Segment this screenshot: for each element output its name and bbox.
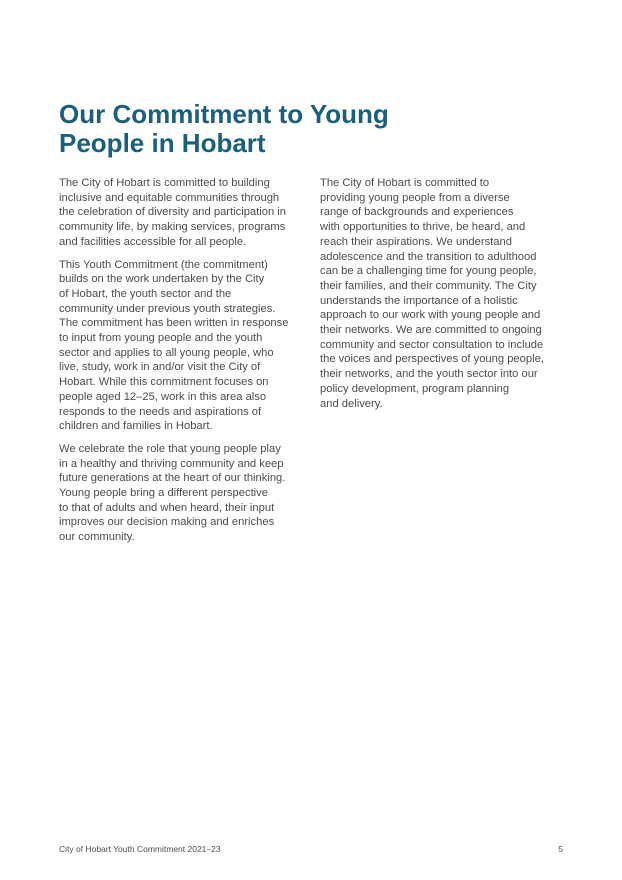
text-line: Young people bring a different perspective bbox=[59, 487, 268, 500]
text-line: children and families in Hobart. bbox=[59, 420, 213, 433]
text-line: reach their aspirations. We understand bbox=[320, 235, 512, 248]
text-line: their families, and their community. The City bbox=[320, 279, 537, 292]
text-line: Hobart. While this commitment focuses on bbox=[59, 376, 269, 389]
text-line: to that of adults and when heard, their input bbox=[59, 501, 275, 514]
page-title bbox=[59, 100, 439, 158]
text-line: community under previous youth strategies. bbox=[59, 302, 276, 315]
text-line: improves our decision making and enriches bbox=[59, 516, 275, 529]
text-line: inclusive and equitable communities through bbox=[59, 191, 280, 204]
text-line: their networks. We are committed to ongoing bbox=[320, 324, 542, 337]
page-number: 5 bbox=[558, 844, 563, 854]
text-line: the voices and perspectives of young people, bbox=[320, 353, 544, 366]
text-line: and delivery. bbox=[320, 397, 383, 410]
page-title-line: Our Commitment to Young bbox=[59, 99, 389, 129]
text-line: builds on the work undertaken by the City bbox=[59, 273, 265, 286]
page-title-line: People in Hobart bbox=[59, 128, 266, 158]
text-line: their networks, and the youth sector into our bbox=[320, 368, 538, 381]
text-line: with opportunities to thrive, be heard, and bbox=[320, 221, 526, 234]
text-line: in a healthy and thriving community and keep bbox=[59, 457, 284, 470]
text-line: our community. bbox=[59, 531, 135, 544]
left-column bbox=[59, 176, 299, 553]
text-line: providing young people from a diverse bbox=[320, 191, 510, 204]
text-line: to input from young people and the youth bbox=[59, 332, 263, 345]
text-line: sector and applies to all young people, who bbox=[59, 346, 274, 359]
text-line: understands the importance of a holistic bbox=[320, 294, 518, 307]
text-line: of Hobart, the youth sector and the bbox=[59, 287, 232, 300]
paragraph bbox=[59, 258, 299, 434]
paragraph bbox=[320, 176, 560, 411]
text-line: future generations at the heart of our thinking. bbox=[59, 472, 286, 485]
text-line: can be a challenging time for young people, bbox=[320, 265, 537, 278]
right-column bbox=[320, 176, 560, 419]
text-line: range of backgrounds and experiences bbox=[320, 206, 514, 219]
footer-document-title: City of Hobart Youth Commitment 2021–23 bbox=[59, 844, 221, 854]
text-line: responds to the needs and aspirations of bbox=[59, 405, 262, 418]
text-line: the celebration of diversity and participation in bbox=[59, 206, 286, 219]
text-line: community life, by making services, programs bbox=[59, 221, 286, 234]
text-line: The City of Hobart is committed to building bbox=[59, 177, 270, 189]
text-line: We celebrate the role that young people play bbox=[59, 442, 281, 455]
text-line: The City of Hobart is committed to bbox=[320, 177, 490, 189]
text-line: community and sector consultation to include bbox=[320, 338, 544, 351]
text-line: The commitment has been written in response bbox=[59, 317, 289, 330]
text-line: people aged 12–25, work in this area also bbox=[59, 390, 267, 403]
paragraph bbox=[59, 176, 299, 250]
text-line: live, study, work in and/or visit the City of bbox=[59, 361, 261, 374]
text-line: policy development, program planning bbox=[320, 382, 510, 395]
text-line: approach to our work with young people and bbox=[320, 309, 541, 322]
text-line: This Youth Commitment (the commitment) bbox=[59, 258, 268, 271]
text-line: adolescence and the transition to adulthood bbox=[320, 250, 537, 263]
text-line: and facilities accessible for all people. bbox=[59, 235, 247, 248]
paragraph bbox=[59, 442, 299, 545]
